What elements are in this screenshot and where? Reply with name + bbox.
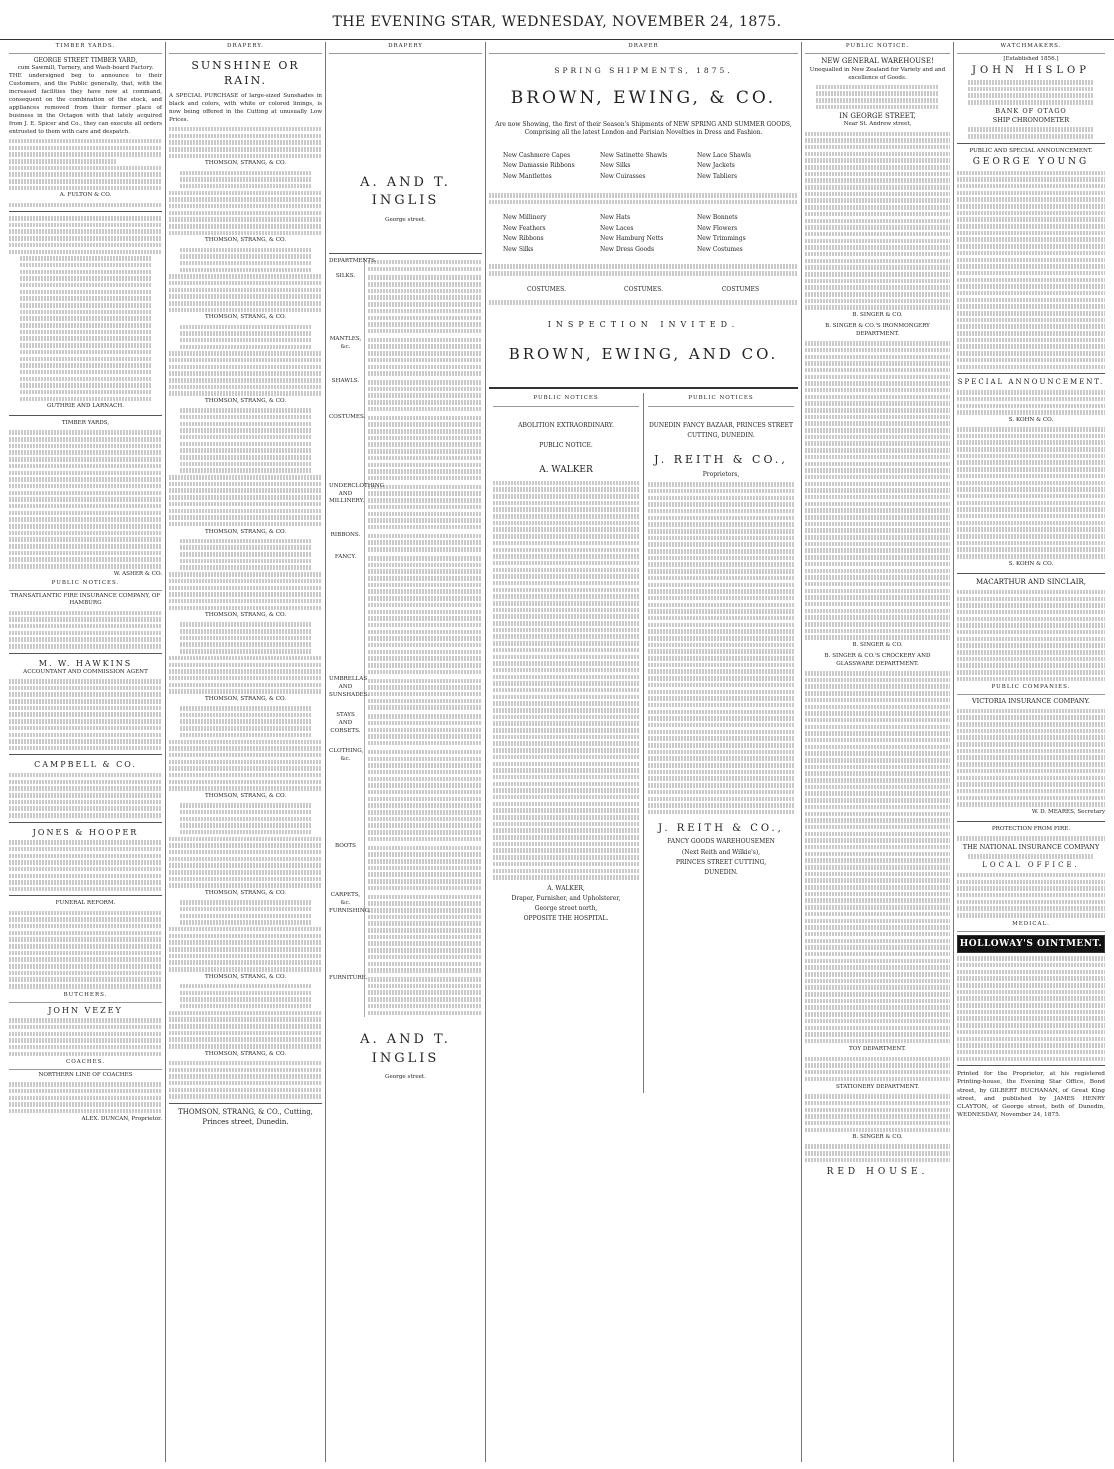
section-header: PUBLIC NOTICES [493, 393, 639, 406]
grid-item: New Damassie Ribbons [503, 162, 575, 170]
grid-item: COSTUMES. [623, 285, 663, 293]
ad-sign: THOMSON, STRANG, & CO. [204, 237, 287, 244]
department-row [329, 378, 482, 414]
ad-sign: S. KOHN & CO. [1008, 560, 1054, 567]
ad-title: ABOLITION EXTRAORDINARY. [518, 421, 614, 429]
masthead [0, 14, 1114, 40]
ad-subtitle: Proprietors, [702, 470, 740, 478]
department-label: BOOTS [329, 843, 365, 892]
ad-body: THE undersigned beg to announce to their Customers, and the Public generally, that, with the increased facilities they have now at command, consequent on the combination of the stock, and appliances removed from their former place of business in the Octagon with that lately acquired from J. E. Spicer and Co., they can execute all orders entrusted to them with care and despatch. [9, 73, 162, 135]
ad-title: SUNSHINE OR RAIN. [191, 58, 300, 88]
brand-street: George street. [385, 1074, 426, 1081]
grid-item: New Bonnets [697, 214, 738, 222]
ad-title: CAMPBELL & CO. [34, 760, 137, 770]
brand-title: A. AND T. INGLIS [360, 1032, 451, 1066]
brand-street: George street. [385, 216, 426, 223]
grid-item: New Cuirasses [600, 172, 646, 180]
ad-title: GEORGE YOUNG [972, 156, 1090, 167]
ad-sign: OPPOSITE THE HOSPITAL. [523, 915, 609, 923]
department-row [329, 532, 482, 554]
department-label: UNDERCLOTHING AND MILLINERY. [329, 483, 365, 532]
department-row [329, 414, 482, 483]
ad-title: A. WALKER [539, 465, 593, 476]
department-row [329, 336, 482, 378]
ad-sign: B. SINGER & CO. [852, 1134, 903, 1141]
section-header: PUBLIC COMPANIES. [957, 683, 1105, 695]
ad-title: JOHN VEZEY [48, 1005, 123, 1015]
ad-title: THE NATIONAL INSURANCE COMPANY [962, 842, 1100, 851]
department-label: SILKS. [329, 273, 365, 335]
printer-imprint: Printed for the Proprietor, at his registered Printing-house, the Evening Star Office, Bond street, by GILBERT BUCHANAN, of Great King street, and published by JAMES HENRY CLAYTON, of George street, both of Dunedin, WEDNESDAY, November 24, 1875. [957, 1071, 1105, 1119]
ad-title: TRANSATLANTIC FIRE INSURANCE COMPANY, OF HAMBURG [10, 592, 161, 607]
department-label: RIBBONS. [329, 532, 365, 554]
department-label: SHAWLS. [329, 378, 365, 414]
ad-title: FUNERAL REFORM. [55, 900, 116, 907]
ad-title: B. SINGER & CO.'S IRONMONGERY DEPARTMENT. [825, 323, 930, 338]
ad-subtitle: [Established 1856.] [1003, 55, 1059, 62]
department-label: CARPETS, &c. FURNISHING. [329, 892, 365, 974]
section-header: PUBLIC NOTICES [648, 393, 794, 406]
inspection-invited: INSPECTION INVITED. [547, 319, 740, 329]
ad-title: JOHN HISLOP [972, 64, 1090, 76]
department-row [329, 273, 482, 335]
ad-title: STATIONERY DEPARTMENT. [835, 1084, 920, 1091]
arrived-text: Are now Showing, the first of their Season's Shipments of NEW SPRING AND SUMMER GOODS, [495, 120, 792, 128]
column-header: DRAPERY [329, 42, 482, 54]
ad-sign: THOMSON, STRANG, & CO. [204, 160, 287, 167]
ad-title: M. W. HAWKINS [38, 658, 133, 668]
column-header: PUBLIC NOTICE. [805, 42, 950, 54]
department-label: UMBRELLAS AND SUNSHADES. [329, 676, 365, 712]
ad-title: PROTECTION FROM FIRE. [991, 825, 1071, 832]
grid-item: New Cashmere Capes [503, 151, 571, 159]
ad-sign: W. D. MEARES, Secretary [1031, 808, 1105, 815]
ad-sign: PRINCES STREET CUTTING, [675, 858, 767, 866]
department-label: FURNITURE. [329, 975, 365, 1017]
grid-item: New Tabliers [697, 172, 738, 180]
column-6 [954, 42, 1108, 1462]
column-3 [326, 42, 486, 1462]
novelties-grid [489, 148, 798, 186]
ad-sign: George street north, [534, 905, 598, 913]
department-row [329, 712, 482, 748]
comprising-text: Comprising all the latest London and Parisian Novelties in Dress and Fashion. [524, 129, 763, 137]
ad-title: PUBLIC AND SPECIAL ANNOUNCEMENT. [969, 147, 1093, 154]
ad-title: TOY DEPARTMENT. [849, 1046, 906, 1053]
ad-title: J. REITH & CO., [658, 823, 784, 835]
ad-sign: A. FULTON & CO. [59, 192, 112, 199]
ad-body: A SPECIAL PURCHASE of large-sized Sunshades in black and colors, with white or colored linings, is now being offered in the Cutting at unusually Low Prices. [169, 93, 322, 123]
ad-sign: THOMSON, STRANG, & CO. [204, 793, 287, 800]
section-header: MEDICAL. [957, 920, 1105, 932]
ad-sign: THOMSON, STRANG, & CO. [204, 973, 287, 980]
department-row [329, 554, 482, 677]
page-columns [6, 42, 1108, 1462]
ad-title: B. SINGER & CO.'S CROCKERY AND GLASSWARE DEPARTMENT. [824, 653, 931, 667]
ad-sign: THOMSON, STRANG, & CO. [204, 695, 287, 702]
column-header: WATCHMAKERS. [957, 42, 1105, 54]
holloway-banner: HOLLOWAY'S OINTMENT. [957, 935, 1105, 954]
grid-item: New Trimmings [697, 235, 746, 243]
ad-subtitle: ACCOUNTANT AND COMMISSION AGENT [23, 668, 148, 675]
ad-subtitle: SHIP CHRONOMETER [992, 116, 1070, 125]
ad-subtitle: LOCAL OFFICE. [982, 860, 1080, 869]
ad-sign: Draper, Furnisher, and Upholsterer, [511, 894, 621, 902]
ad-subtitle: cum Sawmill, Turnery, and Wash-board Factory. [17, 65, 154, 72]
section-header: COACHES. [9, 1058, 162, 1070]
ad-subtitle: IN GEORGE STREET, [839, 111, 916, 120]
grid-item: COSTUMES [721, 285, 760, 293]
column-5 [802, 42, 954, 1462]
ad-title: MACARTHUR AND SINCLAIR, [976, 577, 1086, 586]
department-row [329, 483, 482, 532]
ad-title: NEW GENERAL WAREHOUSE! [821, 56, 934, 65]
subcolumn-walker [489, 393, 644, 1093]
ad-sign: B. SINGER & CO. [852, 642, 903, 649]
grid-item: New Flowers [697, 224, 738, 232]
ad-subtitle: Unequalled in New Zealand for Variety and and excellence of Goods. [809, 66, 946, 81]
department-row [329, 975, 482, 1017]
ad-title: SPECIAL ANNOUNCEMENT. [957, 378, 1105, 386]
ad-sign: ALEX. DUNCAN, Proprietor. [81, 1115, 162, 1122]
department-row [329, 258, 482, 274]
ad-title: DUNEDIN FANCY BAZAAR, PRINCES STREET CUTTING, DUNEDIN. [649, 421, 793, 439]
section-header: PUBLIC NOTICES. [9, 579, 162, 591]
department-label: STAYS AND CORSETS. [329, 712, 365, 748]
subcolumn-reith [644, 393, 798, 1093]
department-label: CLOTHING, &c. [329, 748, 365, 844]
masthead-title: THE EVENING STAR, WEDNESDAY, NOVEMBER 24, 1875. [332, 14, 782, 30]
grid-item: New Lace Shawls [697, 151, 751, 159]
brown-ewing-title-2: BROWN, EWING, AND CO. [508, 345, 779, 364]
grid-item: New Satinette Shawls [600, 151, 668, 159]
ad-sign: THOMSON, STRANG, & CO. [204, 1050, 287, 1057]
department-row [329, 676, 482, 712]
department-row [329, 892, 482, 974]
grid-item: New Laces [600, 224, 634, 232]
grid-item: New Millinery [503, 214, 547, 222]
ad-title: RED HOUSE. [826, 1167, 929, 1178]
grid-item: New Dress Goods [600, 245, 655, 253]
ad-sign: THOMSON, STRANG, & CO., Cutting, Princes street, Dunedin. [178, 1107, 313, 1126]
column-header: DRAPER [489, 42, 798, 54]
ad-subtitle: PUBLIC NOTICE. [539, 441, 593, 449]
column-header: TIMBER YARDS. [9, 42, 162, 54]
ad-sign: THOMSON, STRANG, & CO. [204, 890, 287, 897]
brown-ewing-title: BROWN, EWING, & CO. [510, 88, 777, 109]
ad-sign: THOMSON, STRANG, & CO. [204, 528, 287, 535]
ad-sign: THOMSON, STRANG, & CO. [204, 314, 287, 321]
department-row [329, 748, 482, 844]
grid-item: COSTUMES. [526, 285, 566, 293]
grid-item: New Silks [600, 162, 631, 170]
grid-item: New Hamburg Netts [600, 235, 664, 243]
grid-item: New Costumes [697, 245, 743, 253]
ad-title: NORTHERN LINE OF COACHES [38, 1072, 133, 1079]
column-2 [166, 42, 326, 1462]
ad-title: VICTORIA INSURANCE COMPANY. [971, 697, 1090, 706]
column-header: DRAPERY. [169, 42, 322, 54]
grid-item: New Ribbons [503, 235, 544, 243]
ad-sign: A. WALKER, [547, 884, 585, 892]
spring-title: SPRING SHIPMENTS, 1875. [554, 65, 733, 75]
ad-sign: THOMSON, STRANG, & CO. [204, 398, 287, 405]
ad-title: JONES & HOOPER [32, 827, 139, 837]
ad-sign: GUTHRIE AND LARNACH. [46, 403, 125, 410]
grid-item: New Silks [503, 245, 534, 253]
ad-title: GEORGE STREET TIMBER YARD, [33, 56, 138, 64]
department-label: MANTLES, &c. [329, 336, 365, 378]
column-1 [6, 42, 166, 1462]
department-label: COSTUMES. [329, 414, 365, 483]
brand-title: A. AND T. INGLIS [360, 174, 451, 209]
ad-sign: DUNEDIN. [704, 868, 738, 876]
ad-sign: FANCY GOODS WAREHOUSEMEN [667, 838, 775, 846]
millinery-grid [489, 210, 798, 258]
public-notices-section [489, 393, 798, 1093]
ad-sign: W. ASHER & CO. [113, 570, 162, 577]
section-header: BUTCHERS. [9, 991, 162, 1003]
ad-sign: B. SINGER & CO. [852, 312, 903, 319]
grid-item: New Jackets [697, 162, 735, 170]
ad-sign: THOMSON, STRANG, & CO. [204, 612, 287, 619]
grid-item: New Mantlettes [503, 172, 552, 180]
ad-subtitle: S. KOHN & CO. [1008, 416, 1054, 423]
ad-subtitle: BANK OF OTAGO [995, 106, 1067, 115]
grid-item: New Feathers [503, 224, 546, 232]
ad-sign: (Next Reith and Wilkie's), [681, 848, 761, 856]
department-label: DEPARTMENTS. [329, 258, 365, 274]
ad-title: TIMBER YARDS, [61, 420, 110, 427]
ad-subtitle: Near St. Andrew street, [843, 121, 912, 128]
costumes-row [489, 282, 798, 299]
ad-title: J. REITH & CO., [654, 453, 788, 467]
column-4 [486, 42, 802, 1462]
grid-item: New Hats [600, 214, 631, 222]
department-row [329, 843, 482, 892]
department-label: FANCY. [329, 554, 365, 677]
